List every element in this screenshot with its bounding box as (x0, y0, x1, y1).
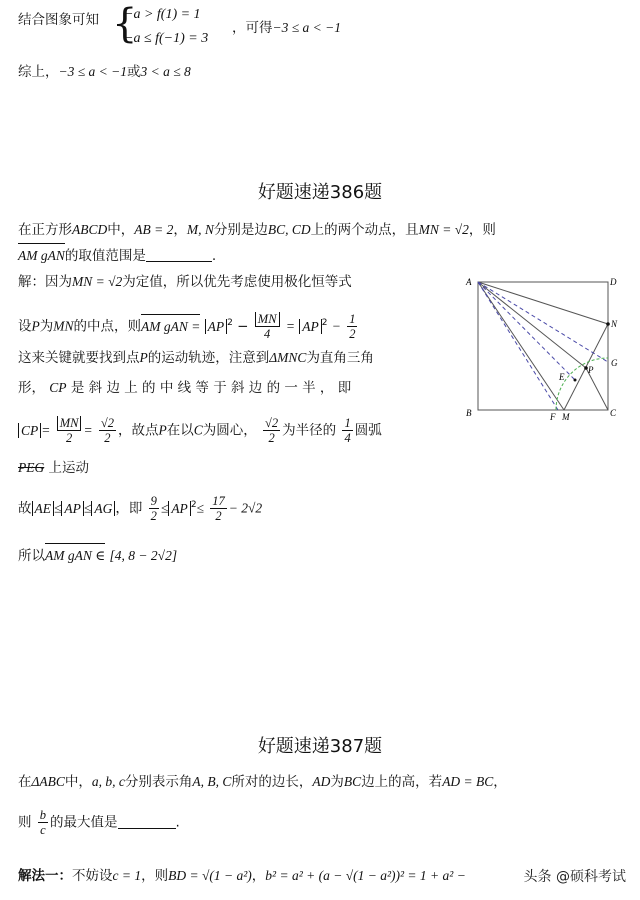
watermark: 头条 @硕科考试 (524, 866, 626, 886)
math: [4, 8 − 2√2] (109, 548, 178, 563)
numerator: MN (255, 312, 280, 327)
p386-solution-line-6 (18, 458, 89, 478)
p386-solution-line-4 (18, 378, 351, 398)
segment-ae (478, 282, 575, 380)
math: AP (205, 319, 228, 334)
math: BD = √(1 − a²) (168, 868, 252, 883)
math: c = 1 (112, 868, 142, 883)
text: 圆弧 (354, 422, 382, 439)
system-brace: { (112, 1, 138, 47)
numerator: 17 (212, 494, 225, 508)
text: 为定值，所以优先考虑使用极化恒等式 (122, 274, 352, 290)
denominator: 2 (349, 327, 356, 341)
text: 所对的边长， (231, 774, 313, 790)
fraction (255, 312, 280, 341)
text: 边上的高，若 (361, 774, 443, 790)
text: 的取值范围是 (64, 248, 146, 264)
p386-solution-line-8 (18, 546, 177, 566)
text: ，即 (115, 500, 143, 517)
p386-question-line-2 (18, 246, 216, 266)
text: 中， (107, 222, 135, 238)
result-line-1b (232, 18, 341, 38)
text: 中， (64, 774, 92, 790)
text: 形， (18, 380, 45, 396)
label-n: N (611, 319, 618, 329)
label-a: A (466, 277, 472, 287)
fraction (99, 416, 116, 445)
text: ， (493, 774, 507, 790)
solution-label: 解法一： (18, 868, 72, 884)
denominator: 2 (215, 509, 222, 523)
math: BC, CD (267, 222, 311, 237)
text: 这来关键就要找到点 (18, 350, 140, 366)
denominator: 2 (150, 509, 157, 523)
math: P (158, 422, 167, 438)
denominator: 2 (268, 431, 275, 445)
math: ΔMNC (269, 350, 307, 365)
math: BC (343, 774, 362, 789)
result-line-1 (18, 10, 99, 30)
math: MN (53, 318, 74, 334)
text: 为 (330, 774, 344, 790)
problem-387-title: 好题速递387题 (257, 736, 383, 757)
numerator: 9 (150, 494, 157, 508)
math: AP (168, 501, 191, 516)
math: AD (312, 774, 331, 789)
text: 故 (18, 500, 32, 517)
text: . (175, 814, 180, 831)
numerator: √2 (265, 416, 279, 430)
math: MN = √2 (72, 274, 123, 289)
math: ≤ (160, 500, 169, 516)
text: 在 (18, 774, 32, 790)
denominator: 2 (65, 431, 73, 445)
numerator: √2 (100, 416, 114, 430)
label-b: B (466, 408, 472, 418)
text: 分别是边 (213, 222, 268, 238)
p387-question-line-1 (18, 772, 507, 792)
math: P (31, 318, 40, 334)
text: 为半径的 (282, 422, 337, 439)
math: CP (18, 423, 41, 438)
fraction (57, 416, 82, 445)
math: − 2√2 (228, 500, 263, 516)
math: AM gAN ∈ (45, 546, 105, 566)
system-row-1: −a > f(1) = 1 (124, 7, 201, 22)
text: 结合图象可知 (18, 12, 99, 28)
numerator: b (39, 808, 47, 822)
denominator: c (40, 823, 46, 837)
label-g: G (611, 358, 618, 368)
text: 为圆心， (202, 422, 257, 439)
text: ，则 (141, 868, 169, 884)
text: 的最大值是 (50, 814, 118, 831)
math: A, B, C (192, 774, 232, 789)
math: ≤ (54, 500, 62, 516)
text: 的运动轨迹，注意到 (147, 350, 270, 366)
text: 所以 (18, 548, 45, 564)
math: ABCD (72, 222, 108, 237)
math: − (331, 318, 341, 334)
segment-ap (478, 282, 586, 368)
text: 在以 (166, 422, 194, 439)
text: ， (251, 868, 266, 884)
text: 则 (18, 814, 32, 831)
label-m: M (562, 412, 570, 422)
math: AG (91, 501, 115, 516)
text: ，则 (468, 222, 496, 238)
numerator: 1 (344, 416, 351, 430)
segment-af (478, 282, 558, 410)
text: 的中点，则 (73, 318, 141, 335)
text: ，可得 (232, 20, 273, 36)
text: 是 斜 边 上 的 中 线 等 于 斜 边 的 一 半 ， 即 (70, 380, 352, 396)
math: 3 < a ≤ 8 (140, 64, 191, 79)
math: C (193, 422, 203, 438)
result-line-2 (18, 62, 191, 82)
text: 不妨设 (72, 868, 113, 884)
math: AP (299, 319, 322, 334)
label-d: D (610, 277, 617, 287)
square-abcd (478, 282, 608, 410)
text: 或 (127, 64, 141, 80)
text: 上的两个动点，且 (310, 222, 419, 238)
text: ，故点 (117, 422, 159, 439)
denominator: 4 (264, 327, 271, 341)
point-e (574, 379, 577, 382)
math: AM gAN (18, 246, 65, 266)
text: ， (173, 222, 187, 238)
label-c: C (610, 408, 617, 418)
numerator: MN (57, 416, 82, 431)
math: −3 ≤ a < −1 (272, 20, 341, 35)
label-p: P (588, 365, 594, 375)
p386-question-line-1 (18, 220, 496, 240)
fraction (149, 494, 159, 523)
segment-am (478, 282, 564, 410)
point-n (606, 322, 610, 326)
text: 综上， (18, 64, 59, 80)
fraction (342, 416, 352, 445)
text: 分别表示角 (124, 774, 193, 790)
denominator: 4 (344, 431, 351, 445)
math: M, N (186, 222, 214, 237)
math: = (83, 422, 93, 438)
label-e: E (559, 372, 565, 382)
text: 在正方形 (18, 222, 72, 238)
text: 上运动 (48, 460, 90, 476)
text: 设 (18, 318, 32, 335)
math: ΔABC (31, 774, 65, 789)
text: 为 (39, 318, 54, 335)
fraction (38, 808, 48, 837)
system-row-2: −a ≤ f(−1) = 3 (124, 31, 209, 46)
answer-blank (118, 814, 176, 829)
p386-solution-line-2: 设P为MN的中点，则AM gAN = AP $^2$ − $\frac{MN}{4}$ = AP $^2$ − $\frac{1}{2}$ (18, 312, 356, 341)
text: . (211, 248, 217, 264)
p386-solution-line-1 (18, 272, 352, 292)
text: 为直角三角 (306, 350, 374, 366)
math: AE (32, 501, 55, 516)
square-figure (460, 274, 626, 424)
math: = (285, 318, 295, 334)
arc-name: PEG (18, 460, 45, 475)
math: a, b, c (91, 774, 125, 789)
label-f: F (550, 412, 556, 422)
math: −3 ≤ a < −1 (58, 64, 127, 79)
p387-question-line-2 (18, 808, 180, 837)
math: AB = 2 (134, 222, 174, 237)
fraction (263, 416, 280, 445)
fraction (210, 494, 227, 523)
denominator: 2 (104, 431, 111, 445)
text: 解：因为 (18, 274, 72, 290)
math: AM gAN = (141, 317, 200, 337)
math: MN = √2 (418, 222, 469, 237)
answer-blank (146, 247, 212, 262)
math: b² = a² + (a − √(1 − a²))² = 1 + a² − (265, 868, 466, 883)
p386-solution-line-5 (18, 416, 382, 445)
fraction (347, 312, 357, 341)
math: = (41, 422, 51, 438)
math: CP (49, 380, 67, 395)
segment-ag (478, 282, 608, 362)
p386-solution-line-7: 故 AE ≤ AP ≤ AG ，即 $\frac{9}{2}$ ≤ AP $^2$≤ $\frac{17}{2}$ − 2√2 (18, 494, 263, 523)
math: P (139, 350, 148, 365)
problem-386-title: 好题速递386题 (257, 182, 383, 203)
segment-an (478, 282, 608, 324)
p387-solution-line-1 (18, 866, 466, 886)
arc-peg (556, 358, 608, 410)
math: ≤ (196, 500, 204, 516)
math: AP (61, 501, 84, 516)
math: AD = BC (442, 774, 494, 789)
numerator: 1 (349, 312, 356, 326)
math: ≤ (83, 500, 92, 516)
p386-solution-line-3 (18, 348, 374, 368)
